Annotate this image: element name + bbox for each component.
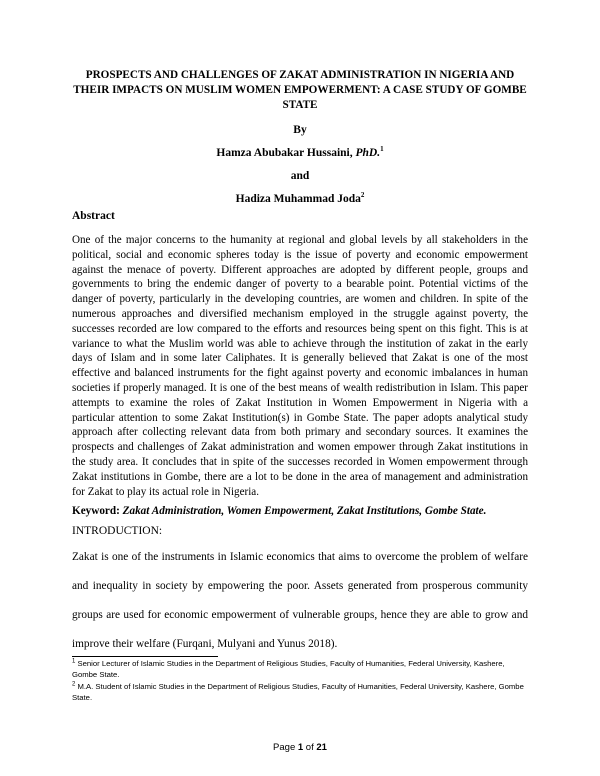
footnote-1 — [72, 659, 528, 680]
author-1 — [70, 147, 530, 159]
author-1-name: Hamza Abubakar Hussaini, — [216, 147, 356, 159]
author-1-footnote-ref: 1 — [380, 145, 384, 154]
introduction-heading: INTRODUCTION: — [72, 525, 163, 537]
footnote-divider — [72, 656, 218, 657]
abstract-heading: Abstract — [72, 210, 115, 222]
paper-title: PROSPECTS AND CHALLENGES OF ZAKAT ADMINISTRATION IN NIGERIA AND THEIR IMPACTS ON MUSLIM WOMEN EMPOWERMENT: A CASE STUDY OF GOMBE STATE — [73, 69, 527, 111]
page-current: 1 — [297, 742, 304, 753]
abstract-body: One of the major concerns to the humanity at regional and global levels by all stakeholders in the political, social and economic spheres today is the issue of poverty and economic empowerment against the menace of poverty. Different approaches are adopted by different people, groups and governments to bring the endemic danger of poverty to a bearable point. Potential victims of the danger of poverty, particularly in the developing countries, are women and children. In spite of the numerous approaches and diversified mechanism employed in the struggle against poverty, the successes recorded are low compared to the efforts and resources being spent on this fight. This is at variance to what the Muslim world was able to achieve through the institution of zakat in the early days of Islam and in some later Caliphates. It is generally believed that Zakat is one of the most effective and balanced instruments for the fight against poverty and economic imbalances in human societies if properly managed. It is one of the best means of wealth redistribution in Islam. This paper attempts to examine the roles of Zakat Institution in Women Empowerment in Nigeria with a particular attention to some Zakat Institution(s) in Gombe State. The paper adopts analytical study approach after collecting relevant data from both primary and secondary sources. It examines the prospects and challenges of Zakat administration and women empower through Zakat institutions in the study area. It concludes that in spite of the successes recorded in Women empowerment through Zakat institutions in Gombe, there are a lot to be done in the area of management and administration for Zakat to play its actual role in Nigeria. — [72, 234, 528, 498]
footnote-2-text: M.A. Student of Islamic Studies in the Department of Religious Studies, Faculty of Humanities, Federal University, Kashere, Gombe State. — [72, 682, 524, 702]
author-1-degree: PhD. — [355, 147, 381, 159]
and-line: and — [290, 170, 310, 182]
page-prefix: Page — [273, 742, 298, 753]
author-2-footnote-ref: 2 — [360, 191, 365, 200]
footnotes — [72, 659, 528, 705]
page-number — [0, 742, 600, 753]
keywords — [72, 505, 532, 517]
footnote-1-number: 1 — [72, 658, 76, 665]
keyword-label: Keyword: — [72, 505, 123, 517]
author-2-name: Hadiza Muhammad Joda — [235, 193, 361, 205]
page-total: 21 — [316, 742, 327, 753]
introduction-body: Zakat is one of the instruments in Islamic economics that aims to overcome the problem of welfare and inequality in society by empowering the poor. Assets generated from prosperous community groups are used for economic empowerment of vulnerable groups, hence they are able to grow and improve their welfare (Furqani, Mulyani and Yunus 2018). — [72, 551, 528, 650]
by-line: By — [293, 124, 307, 136]
author-2 — [70, 193, 530, 205]
footnote-1-text: Senior Lecturer of Islamic Studies in the Department of Religious Studies, Faculty of Humanities, Federal University, Kashere, Gombe State. — [72, 659, 505, 679]
keyword-values: Zakat Administration, Women Empowerment, Zakat Institutions, Gombe State. — [122, 505, 487, 517]
footnote-2-number: 2 — [72, 681, 76, 688]
page-of: of — [303, 742, 317, 753]
footnote-2 — [72, 682, 528, 703]
